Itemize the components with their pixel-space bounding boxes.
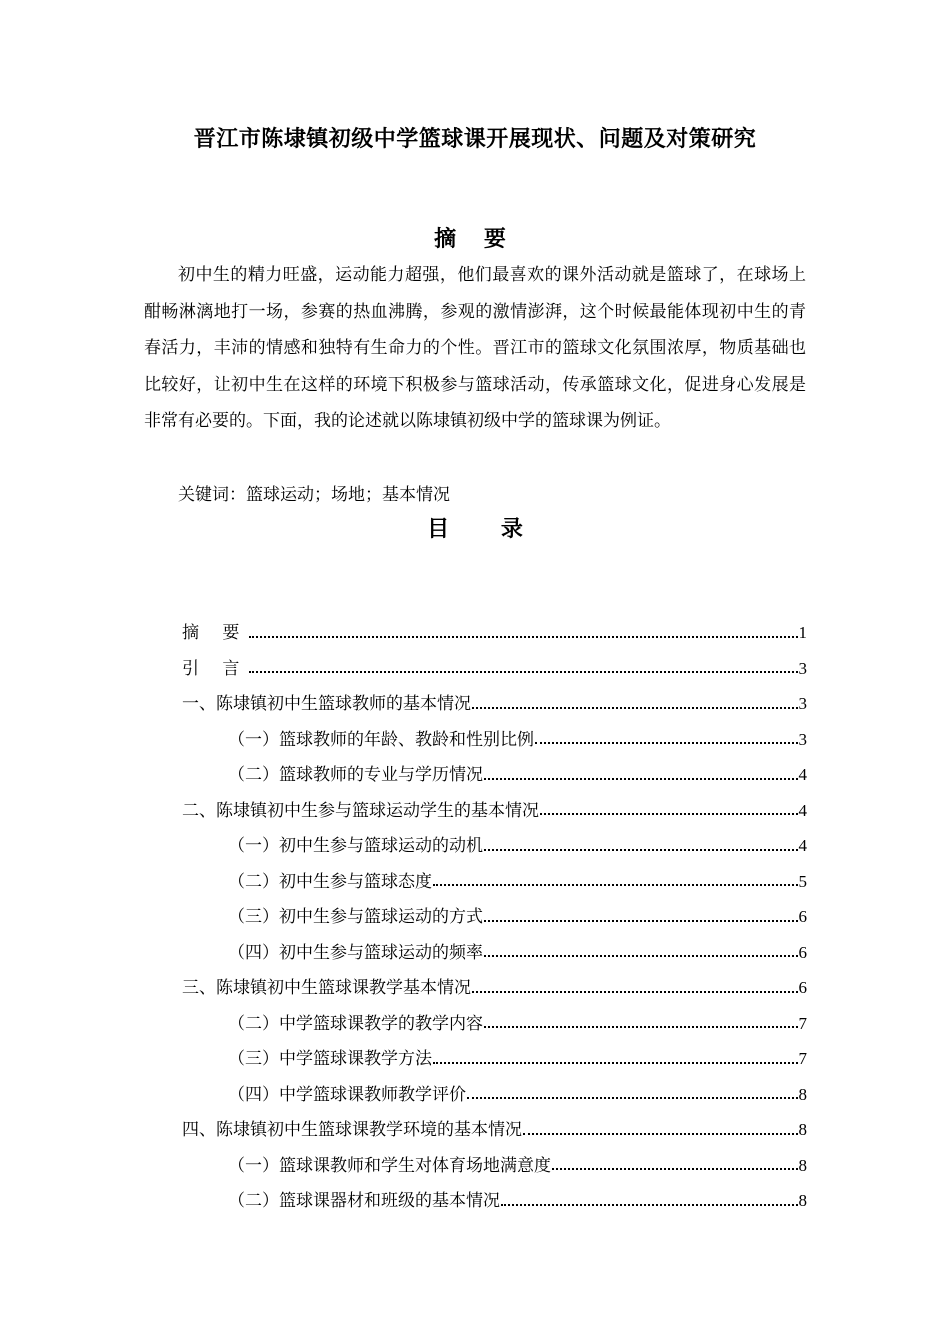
toc-entry-label: （一）篮球课教师和学生对体育场地满意度: [228, 1155, 551, 1176]
toc-entry[interactable]: [182, 615, 807, 651]
table-of-contents: [182, 615, 807, 1219]
toc-entry[interactable]: [182, 828, 807, 864]
abstract-heading: 摘 要: [434, 226, 516, 252]
toc-entry-label: 摘 要: [182, 623, 249, 643]
toc-page-number: 6: [798, 942, 807, 962]
toc-heading: 目 录: [427, 516, 545, 542]
toc-leader-dots: [433, 883, 798, 886]
toc-entry-label: （二）初中生参与篮球态度: [228, 871, 432, 892]
toc-entry-label: （二）篮球教师的专业与学历情况: [228, 765, 483, 785]
toc-page-number: 3: [798, 729, 807, 749]
toc-entry[interactable]: [182, 651, 807, 687]
toc-page-number: 7: [798, 1049, 807, 1068]
toc-page-number: 7: [798, 1013, 807, 1033]
toc-leader-dots: [552, 1167, 798, 1170]
toc-entry[interactable]: [182, 722, 807, 758]
toc-page-number: 4: [798, 836, 807, 855]
abstract-text: 初中生的精力旺盛，运动能力超强，他们最喜欢的课外活动就是篮球了，在球场上酣畅淋漓地打一场，参赛的热血沸腾，参观的激情澎湃，这个时候最能体现初中生的青春活力，丰沛的情感和独特有生命力的个性。晋江市的篮球文化氛围浓厚，物质基础也比较好，让初中生在这样的环境下积极参与篮球活动，传承篮球文化，促进身心发展是非常有必要的。下面，我的论述就以陈埭镇初级中学的篮球课为例证。: [144, 265, 806, 431]
toc-page-number: 1: [798, 623, 807, 642]
toc-entry[interactable]: [182, 1112, 807, 1148]
toc-entry-label: （一）初中生参与篮球运动的动机: [228, 836, 483, 856]
toc-leader-dots: [484, 919, 798, 922]
toc-entry-label: （三）初中生参与篮球运动的方式: [228, 907, 483, 927]
toc-entry[interactable]: [182, 899, 807, 935]
document-title: 晋江市陈埭镇初级中学篮球课开展现状、问题及对策研究: [193, 126, 757, 152]
toc-leader-dots: [535, 741, 798, 744]
toc-entry-label: 二、陈埭镇初中生参与篮球运动学生的基本情况: [182, 800, 539, 821]
toc-entry[interactable]: [182, 757, 807, 793]
toc-entry-label: （一）篮球教师的年龄、教龄和性别比例: [228, 729, 534, 750]
toc-leader-dots: [484, 848, 798, 851]
toc-entry[interactable]: [182, 864, 807, 900]
toc-entry[interactable]: [182, 1041, 807, 1077]
toc-entry-label: 引 言: [182, 658, 249, 679]
toc-leader-dots: [540, 812, 798, 815]
toc-leader-dots: [523, 1132, 798, 1135]
toc-entry[interactable]: [182, 1183, 807, 1219]
toc-page-number: 3: [798, 694, 807, 713]
toc-entry-label: （二）篮球课器材和班级的基本情况: [228, 1191, 500, 1211]
toc-entry-label: 四、陈埭镇初中生篮球课教学环境的基本情况: [182, 1120, 522, 1140]
toc-page-number: 8: [798, 1120, 807, 1139]
toc-leader-dots: [472, 706, 798, 709]
toc-entry-label: （三）中学篮球课教学方法: [228, 1049, 432, 1069]
toc-page-number: 6: [798, 907, 807, 926]
toc-leader-dots: [501, 1203, 798, 1206]
toc-entry-label: 三、陈埭镇初中生篮球课教学基本情况: [182, 978, 471, 998]
toc-entry[interactable]: [182, 1077, 807, 1113]
toc-entry-label: （二）中学篮球课教学的教学内容: [228, 1013, 483, 1034]
toc-page-number: 8: [798, 1191, 807, 1210]
toc-entry[interactable]: [182, 1148, 807, 1184]
toc-entry-label: （四）中学篮球课教师教学评价: [228, 1084, 466, 1105]
toc-leader-dots: [484, 777, 798, 780]
toc-leader-dots: [467, 1096, 798, 1099]
toc-leader-dots: [484, 1025, 798, 1028]
toc-page-number: 6: [798, 978, 807, 997]
toc-entry[interactable]: [182, 793, 807, 829]
toc-leader-dots: [249, 670, 797, 673]
toc-leader-dots: [249, 635, 797, 638]
toc-page-number: 4: [798, 800, 807, 820]
toc-entry[interactable]: [182, 970, 807, 1006]
toc-leader-dots: [472, 990, 798, 993]
toc-page-number: 8: [798, 1084, 807, 1104]
toc-entry-label: 一、陈埭镇初中生篮球教师的基本情况: [182, 694, 471, 714]
toc-entry-label: （四）初中生参与篮球运动的频率: [228, 942, 483, 963]
toc-page-number: 8: [798, 1155, 807, 1175]
toc-page-number: 4: [798, 765, 807, 784]
toc-page-number: 5: [798, 871, 807, 891]
toc-entry[interactable]: [182, 686, 807, 722]
toc-page-number: 3: [798, 658, 807, 678]
keywords-line: 关键词：篮球运动；场地；基本情况: [178, 485, 450, 505]
toc-entry[interactable]: [182, 1006, 807, 1042]
toc-entry[interactable]: [182, 935, 807, 971]
toc-leader-dots: [484, 954, 798, 957]
toc-leader-dots: [433, 1061, 798, 1064]
